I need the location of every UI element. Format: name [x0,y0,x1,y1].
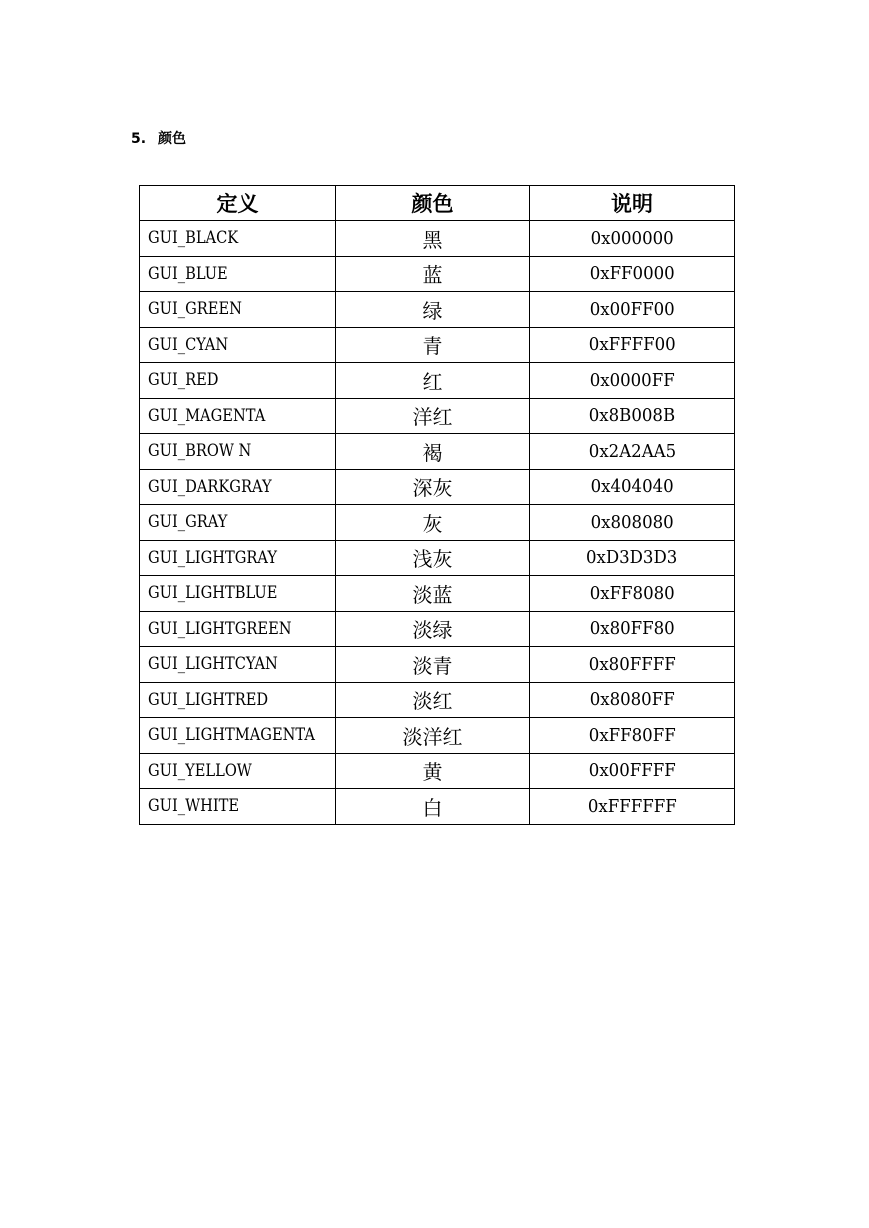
cell-definition [140,398,336,434]
cell-description [530,505,735,541]
cell-color-name: 淡绿 [336,611,530,647]
cell-definition [140,505,336,541]
cell-color-name: 淡蓝 [336,576,530,612]
cell-definition [140,292,336,328]
column-header-color: 颜色 [336,186,530,221]
cell-description [530,753,735,789]
definition-text: GUI_WHITE [148,796,240,817]
table-row [140,363,735,399]
cell-definition [140,327,336,363]
hex-value-text: 0x000000 [590,227,674,249]
table-row [140,221,735,257]
hex-value-text: 0x0000FF [589,369,675,391]
definition-text: GUI_CYAN [148,334,229,355]
cell-description [530,789,735,825]
cell-color-name: 红 [336,363,530,399]
cell-definition [140,576,336,612]
cell-definition [140,221,336,257]
cell-description [530,576,735,612]
cell-color-name: 深灰 [336,469,530,505]
table-row [140,718,735,754]
hex-value-text: 0x8080FF [589,689,675,711]
cell-description [530,363,735,399]
table-row [140,753,735,789]
table-row [140,647,735,683]
definition-text: GUI_LIGHTGRAY [148,547,278,568]
definition-text: GUI_DARKGRAY [148,476,272,497]
table-row [140,540,735,576]
cell-description [530,221,735,257]
cell-color-name: 淡青 [336,647,530,683]
definition-text: GUI_LIGHTBLUE [148,583,278,604]
definition-text: GUI_MAGENTA [148,405,266,426]
cell-definition [140,682,336,718]
table-header-row [140,186,735,221]
cell-color-name: 洋红 [336,398,530,434]
hex-value-text: 0x808080 [590,511,674,533]
cell-color-name: 浅灰 [336,540,530,576]
hex-value-text: 0x8B008B [588,405,676,427]
table-row [140,611,735,647]
table-row [140,789,735,825]
definition-text: GUI_LIGHTGREEN [148,618,292,639]
cell-definition [140,434,336,470]
hex-value-text: 0x80FF80 [589,618,675,640]
cell-color-name: 淡洋红 [336,718,530,754]
hex-value-text: 0xFF8080 [589,582,675,604]
table-row [140,256,735,292]
table-row [140,398,735,434]
table-row [140,469,735,505]
cell-color-name: 绿 [336,292,530,328]
section-title: 颜色 [158,131,186,147]
cell-definition [140,647,336,683]
color-definition-table [139,185,735,825]
cell-color-name: 青 [336,327,530,363]
hex-value-text: 0x404040 [590,476,674,498]
definition-text: GUI_BROW N [148,441,252,462]
section-heading [131,129,186,149]
column-header-description: 说明 [530,186,735,221]
cell-description [530,647,735,683]
table-body [140,221,735,825]
section-number: 5. [131,131,147,147]
table-row [140,505,735,541]
cell-color-name: 黑 [336,221,530,257]
definition-text: GUI_RED [148,370,219,391]
definition-text: GUI_LIGHTRED [148,689,269,710]
cell-definition [140,611,336,647]
hex-value-text: 0x2A2AA5 [588,440,676,462]
cell-definition [140,718,336,754]
hex-value-text: 0x80FFFF [588,653,676,675]
definition-text: GUI_YELLOW [148,760,252,781]
cell-definition [140,789,336,825]
hex-value-text: 0xFF0000 [589,263,675,285]
hex-value-text: 0xFF80FF [588,724,676,746]
definition-text: GUI_LIGHTMAGENTA [148,725,315,746]
table-row [140,576,735,612]
cell-description [530,398,735,434]
hex-value-text: 0xD3D3D3 [586,547,678,569]
cell-description [530,682,735,718]
hex-value-text: 0x00FFFF [588,760,676,782]
table-row [140,682,735,718]
cell-definition [140,256,336,292]
cell-description [530,540,735,576]
definition-text: GUI_BLUE [148,263,228,284]
cell-definition [140,540,336,576]
hex-value-text: 0xFFFF00 [588,334,676,356]
definition-text: GUI_GREEN [148,299,242,320]
cell-color-name: 褐 [336,434,530,470]
definition-text: GUI_GRAY [148,512,228,533]
cell-description [530,292,735,328]
cell-definition [140,469,336,505]
table-row [140,327,735,363]
cell-definition [140,363,336,399]
cell-description [530,256,735,292]
cell-description [530,611,735,647]
cell-color-name: 灰 [336,505,530,541]
cell-color-name: 淡红 [336,682,530,718]
table-row [140,434,735,470]
column-header-definition: 定义 [140,186,336,221]
cell-description [530,469,735,505]
cell-description [530,718,735,754]
cell-description [530,327,735,363]
hex-value-text: 0xFFFFFF [587,795,677,817]
cell-description [530,434,735,470]
table-row [140,292,735,328]
cell-color-name: 白 [336,789,530,825]
definition-text: GUI_LIGHTCYAN [148,654,278,675]
cell-color-name: 蓝 [336,256,530,292]
hex-value-text: 0x00FF00 [589,298,675,320]
cell-definition [140,753,336,789]
definition-text: GUI_BLACK [148,228,239,249]
cell-color-name: 黄 [336,753,530,789]
